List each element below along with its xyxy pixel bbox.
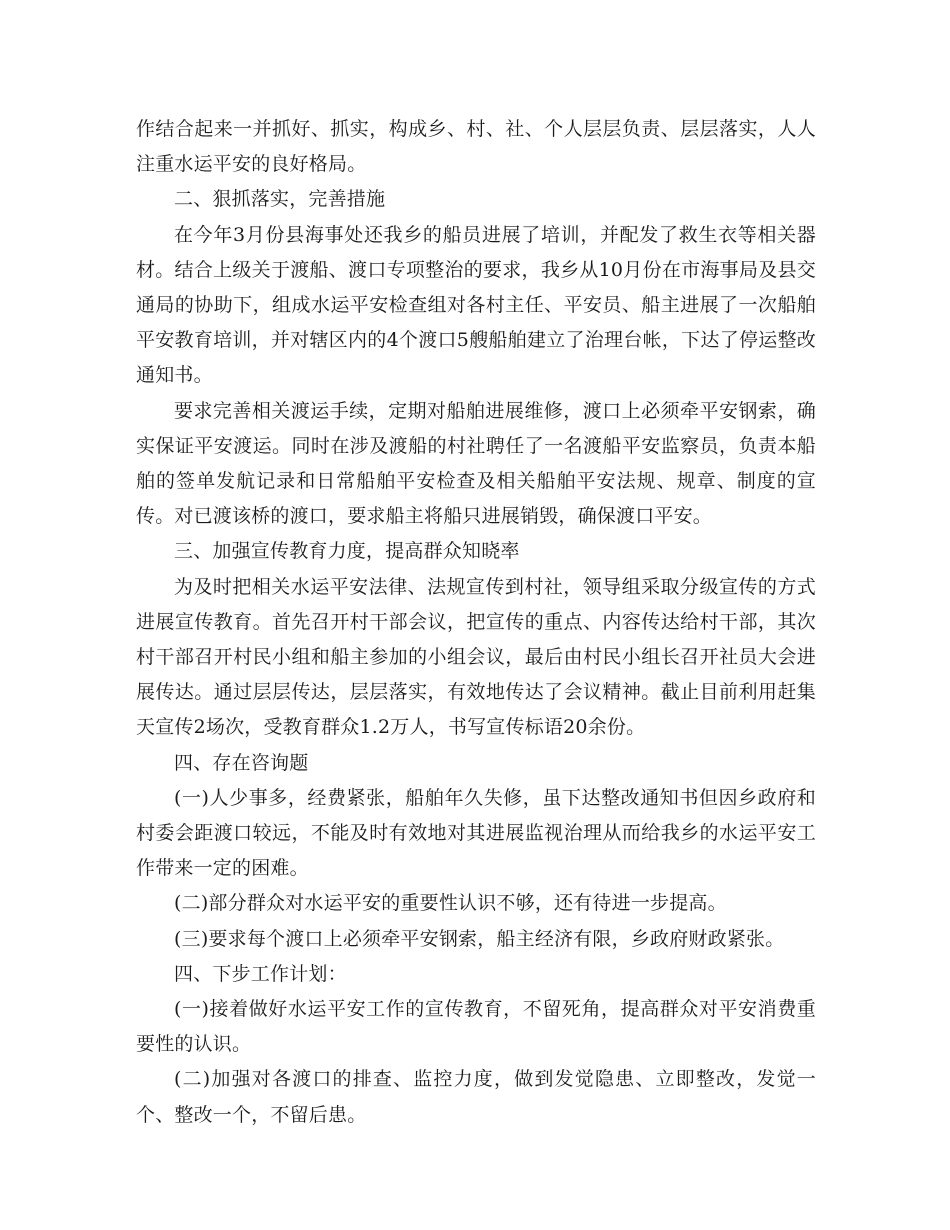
section-heading-4-plan: 四、下步工作计划： xyxy=(174,962,347,985)
paragraph-requirements: 要求完善相关渡运手续，定期对船舶进展维修，渡口上必须牵平安钢索，确实保证平安渡运。同时在涉及渡船的村社聘任了一名渡船平安监察员，负责本船舶的签单发航记录和日常船舶平安检查及相关船舶平安法规、规章、制度的宣传。对已渡该桥的渡口，要求船主将船只进展销毁，确保渡口平安。 xyxy=(136,399,816,528)
paragraph-training: 在今年3月份县海事处还我乡的船员进展了培训，并配发了救生衣等相关器材。结合上级关于渡船、渡口专项整治的要求，我乡从10月份在市海事局及县交通局的协助下，组成水运平安检查组对各村主任、平安员、船主进展了一次船舶平安教育培训，并对辖区内的4个渡口5艘船舶建立了治理台帐，下达了停运整改通知书。 xyxy=(136,223,816,387)
issue-item-3: (三)要求每个渡口上必须牵平安钢索，船主经济有限，乡政府财政紧张。 xyxy=(174,927,785,950)
paragraph-publicity: 为及时把相关水运平安法律、法规宣传到村社，领导组采取分级宣传的方式进展宣传教育。首先召开村干部会议，把宣传的重点、内容传达给村干部，其次村干部召开村民小组和船主参加的小组会议，最后由村民小组长召开社员大会进展传达。通过层层传达，层层落实，有效地传达了会议精神。截止目前利用赶集天宣传2场次，受教育群众1.2万人，书写宣传标语20余份。 xyxy=(136,575,816,739)
paragraph-continuation: 作结合起来一并抓好、抓实，构成乡、村、社、个人层层负责、层层落实，人人注重水运平安的良好格局。 xyxy=(136,118,816,176)
section-heading-3: 三、加强宣传教育力度，提高群众知晓率 xyxy=(174,540,520,563)
section-heading-2: 二、狠抓落实，完善措施 xyxy=(174,188,386,211)
section-heading-4-issues: 四、存在咨询题 xyxy=(174,751,309,774)
plan-item-2: (二)加强对各渡口的排查、监控力度，做到发觉隐患、立即整改，发觉一个、整改一个，不留后患。 xyxy=(136,1068,816,1126)
document-body xyxy=(136,112,816,1133)
plan-item-1: (一)接着做好水运平安工作的宣传教育，不留死角，提高群众对平安消费重要性的认识。 xyxy=(136,998,816,1056)
issue-item-2: (二)部分群众对水运平安的重要性认识不够，还有待进一步提高。 xyxy=(174,892,727,915)
issue-item-1: (一)人少事多，经费紧张，船舶年久失修，虽下达整改通知书但因乡政府和村委会距渡口较远，不能及时有效地对其进展监视治理从而给我乡的水运平安工作带来一定的困难。 xyxy=(136,786,816,880)
